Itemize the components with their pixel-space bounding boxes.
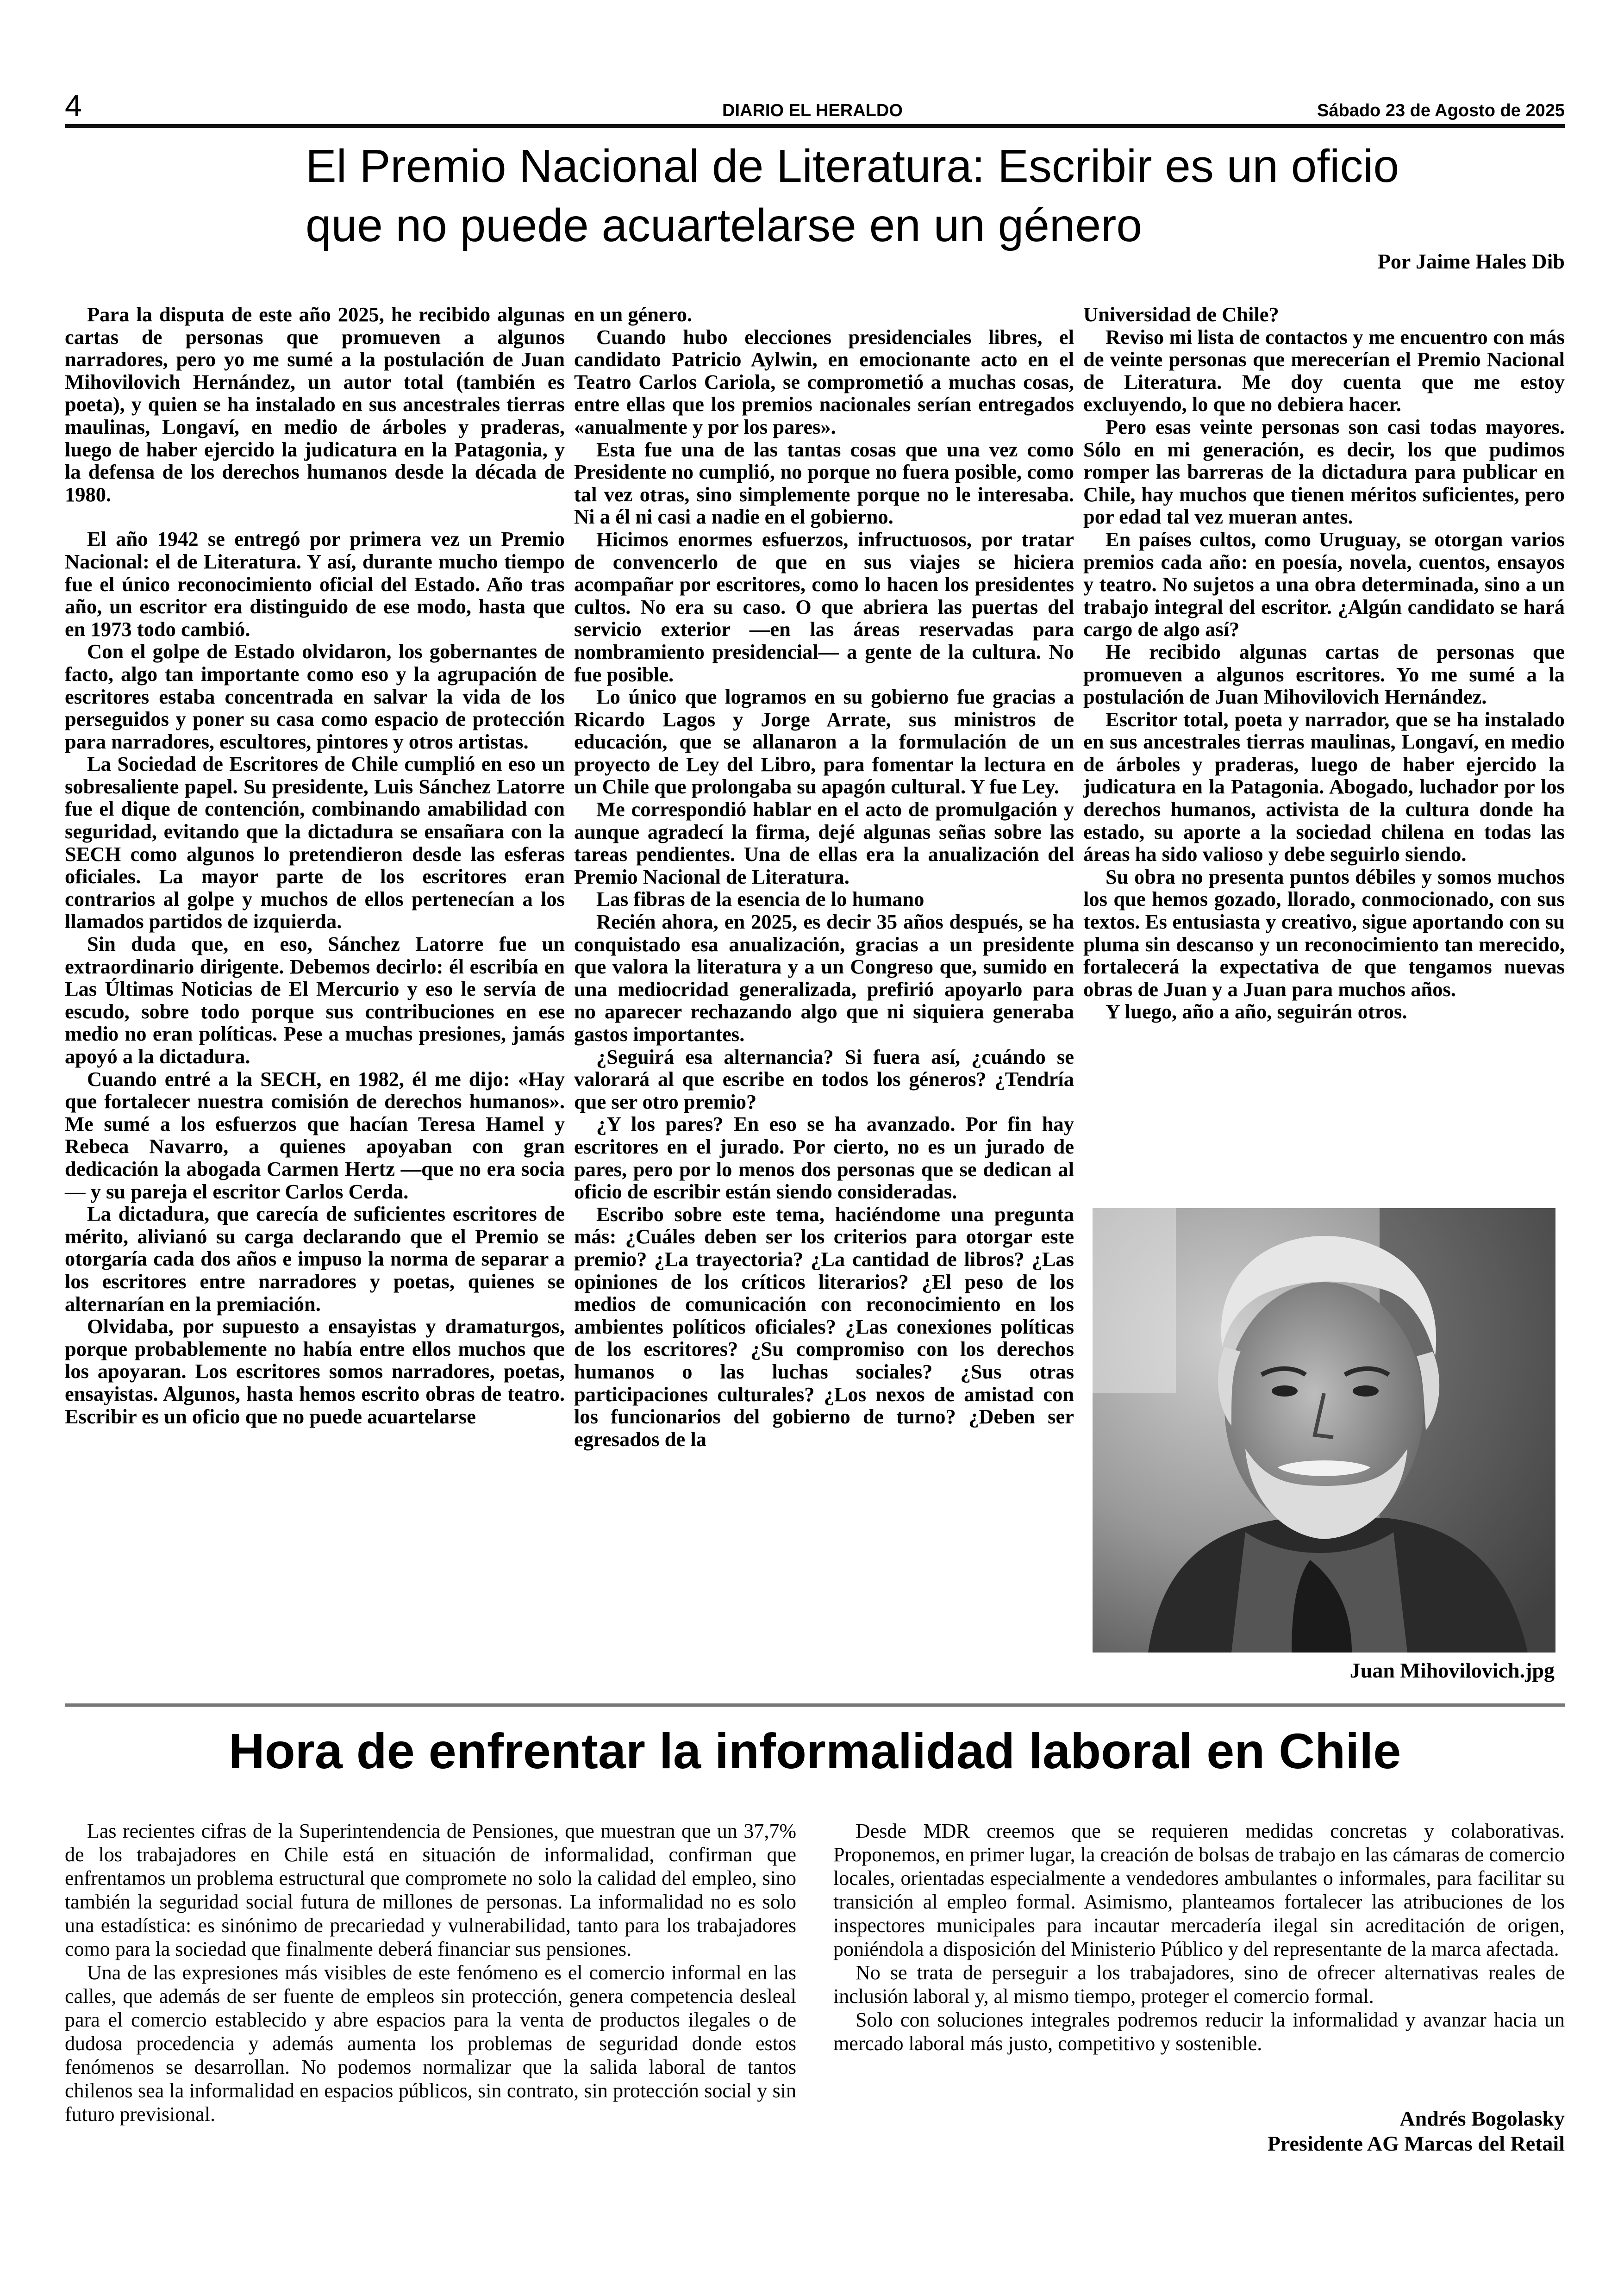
article-column-1 xyxy=(65,1819,796,2126)
author-photo xyxy=(1093,1208,1555,1653)
paragraph: Para la disputa de este año 2025, he recibido algunas cartas de personas que promueven a algunos narradores, pero yo me sumé a la postulación de Juan Mihovilovich Hernández, un autor total (también es poeta), y quien se ha instalado en sus ancestrales tierras maulinas, Longaví, en medio de árboles y praderas, luego de haber ejercido la judicatura en la Patagonia, y la defensa de los derechos humanos desde la década de 1980. xyxy=(65,303,565,506)
signature-name: Andrés Bogolasky xyxy=(1399,2107,1565,2130)
paragraph: Cuando entré a la SECH, en 1982, él me dijo: «Hay que fortalecer nuestra comisión de derechos humanos». Me sumé a los esfuerzos que hacían Teresa Hamel y Rebeca Navarro, a quienes apoyaban con gran dedicación la abogada Carmen Hertz —que no era socia— y su pareja el escritor Carlos Cerda. xyxy=(65,1067,565,1203)
article-column-1 xyxy=(65,303,565,1428)
paragraph: He recibido algunas cartas de personas que promueven a algunos escritores. Yo me sumé a la postulación de Juan Mihovilovich Hernández. xyxy=(1083,640,1565,709)
article-column-2 xyxy=(574,303,1074,1450)
paragraph: En países cultos, como Uruguay, se otorgan varios premios cada año: en poesía, novela, cuentos, ensayos y teatro. No sujetos a una obra determinada, sino a un trabajo integral del escritor. ¿Algún candidato se hará cargo de algo así? xyxy=(1083,527,1565,641)
page-number: 4 xyxy=(65,88,82,123)
paragraph: Hicimos enormes esfuerzos, infructuosos, por tratar de convencerlo de que en sus viajes se hiciera acompañar por escritores, como lo hacen los presidentes cultos. No era su caso. O que abriera las puertas del servicio exterior —en las áreas reservadas para nombramiento presidencial— a gente de la cultura. No fue posible. xyxy=(574,527,1074,686)
paragraph: Olvidaba, por supuesto a ensayistas y dramaturgos, porque probablemente no había entre ellos muchos que los apoyaran. Los escritores somos narradores, poetas, ensayistas. Algunos, hasta hemos escrito obras de teatro. Escribir es un oficio que no puede acuartelarse xyxy=(65,1315,565,1428)
paragraph: Sin duda que, en eso, Sánchez Latorre fue un extraordinario dirigente. Debemos decirlo: él escribía en Las Últimas Noticias de El Mercurio y eso le servía de escudo, sobre todo porque sus contribuciones en ese medio no eran políticas. Pese a muchas presiones, jamás apoyó a la dictadura. xyxy=(65,932,565,1068)
subheading: Las fibras de la esencia de lo humano xyxy=(596,887,924,911)
section-divider xyxy=(65,1703,1565,1707)
article-title: El Premio Nacional de Literatura: Escribir es un oficio que no puede acuartelarse en un género xyxy=(306,140,1399,251)
paragraph: El año 1942 se entregó por primera vez un Premio Nacional: el de Literatura. Y así, durante mucho tiempo fue el único reconocimiento oficial del Estado. Año tras año, un escritor era distinguido de ese modo, hasta que en 1973 todo cambió. xyxy=(65,527,565,641)
paragraph: La dictadura, que carecía de suficientes escritores de mérito, alivianó su carga declarando que el Premio se otorgaría cada dos años e impuso la norma de separar a los escritores entre narradores y poetas, quienes se alternarían en la premiación. xyxy=(65,1202,565,1316)
paragraph: Cuando hubo elecciones presidenciales libres, el candidato Patricio Aylwin, en emocionante acto en el Teatro Carlos Cariola, se comprometió a muchas cosas, entre ellas que los premios nacionales serían entregados «anualmente y por los pares». xyxy=(574,325,1074,438)
paragraph: Desde MDR creemos que se requieren medidas concretas y colaborativas. Proponemos, en primer lugar, la creación de bolsas de trabajo en las cámaras de comercio locales, orientadas especialmente a vendedores ambulantes o informales, para facilitar su transición al empleo formal. Asimismo, planteamos fortalecer las atribuciones de los inspectores municipales para incautar mercadería ilegal sin acreditación de origen, poniéndola a disposición del Ministerio Público y del representante de la marca afectada. xyxy=(833,1820,1565,1960)
paragraph: Una de las expresiones más visibles de este fenómeno es el comercio informal en las calles, que además de ser fuente de empleos sin protección, genera competencia desleal para el comercio establecido y abre espacios para la venta de productos ilegales o de dudosa procedencia y además aumenta los problemas de seguridad donde estos fenómenos se desarrollan. No podemos normalizar que la salida laboral de tantos chilenos sea la informalidad en espacios públicos, sin contrato, sin protección social y sin futuro previsional. xyxy=(65,1961,796,2126)
paragraph: Lo único que logramos en su gobierno fue gracias a Ricardo Lagos y Jorge Arrate, sus ministros de educación, que se allanaron a la formulación de un proyecto de Ley del Libro, para fomentar la lectura en un Chile que prolongaba su apagón cultural. Y fue Ley. xyxy=(574,685,1074,798)
newspaper-name: DIARIO EL HERALDO xyxy=(722,101,903,120)
issue-date: Sábado 23 de Agosto de 2025 xyxy=(1317,101,1565,120)
paragraph: Recién ahora, en 2025, es decir 35 años después, se ha conquistado esa anualización, gracias a un presidente que valora la literatura y a un Congreso que, sumido en una mediocridad generalizada, prefirió apoyarlo para no aparecer rechazando algo que ni siquiera generaba gastos importantes. xyxy=(574,910,1074,1046)
paragraph: No se trata de perseguir a los trabajadores, sino de ofrecer alternativas reales de inclusión laboral y, al mismo tiempo, proteger el comercio formal. xyxy=(833,1961,1565,2008)
paragraph: Pero esas veinte personas son casi todas mayores. Sólo en mi generación, es decir, los que pudimos romper las barreras de la dictadura para publicar en Chile, hay muchos que tienen méritos suficientes, pero por edad tal vez mueran antes. xyxy=(1083,415,1565,529)
photo-caption: Juan Mihovilovich.jpg xyxy=(1349,1659,1555,1682)
paragraph: Universidad de Chile? xyxy=(1083,303,1279,326)
article-column-2 xyxy=(833,1819,1565,2055)
portrait-photo-image xyxy=(1093,1208,1555,1653)
paragraph: Las recientes cifras de la Superintendencia de Pensiones, que muestran que un 37,7% de los trabajadores en Chile está en situación de informalidad, confirman que enfrentamos un problema estructural que compromete no solo la calidad del empleo, sino también la seguridad social futura de millones de personas. La informalidad no es solo una estadística: es sinónimo de precariedad y vulnerabilidad, tanto para los trabajadores como para la sociedad que finalmente deberá financiar sus pensiones. xyxy=(65,1820,796,1960)
paragraph: ¿Seguirá esa alternancia? Si fuera así, ¿cuándo se valorará al que escribe en todos los géneros? ¿Tendría que ser otro premio? xyxy=(574,1045,1074,1113)
header-rule xyxy=(65,124,1565,128)
paragraph: Escribo sobre este tema, haciéndome una pregunta más: ¿Cuáles deben ser los criterios para otorgar este premio? ¿La trayectoria? ¿La cantidad de libros? ¿Las opiniones de los críticos literarios? ¿El peso de los medios de comunicación con reconocimiento en los ambientes políticos oficiales? ¿Las conexiones políticas de los escritores? ¿Su compromiso con los derechos humanos o las luchas sociales? ¿Sus otras participaciones culturales? ¿Los nexos de amistad con los funcionarios del gobierno de turno? ¿Deben ser egresados de la xyxy=(574,1202,1074,1451)
paragraph: Esta fue una de las tantas cosas que una vez como Presidente no cumplió, no porque no fuera posible, como tal vez otras, sino simplemente porque no le interesaba. Ni a él ni casi a nadie en el gobierno. xyxy=(574,437,1074,529)
paragraph: Y luego, año a año, seguirán otros. xyxy=(1106,1000,1407,1023)
paragraph: Escritor total, poeta y narrador, que se ha instalado en sus ancestrales tierras maulinas, Longaví, en medio de árboles y praderas, luego de haber ejercido la judicatura en la Patagonia. Abogado, luchador por los derechos humanos, activista de la cultura donde ha estado, su aporte a la sociedad chilena en todas las áreas ha sido valioso y debe seguirlo siendo. xyxy=(1083,707,1565,866)
paragraph: Reviso mi lista de contactos y me encuentro con más de veinte personas que merecerían el Premio Nacional de Literatura. Me doy cuenta que me estoy excluyendo, lo que no debiera hacer. xyxy=(1083,325,1565,416)
paragraph: ¿Y los pares? En eso se ha avanzado. Por fin hay escritores en el jurado. Por cierto, no es un jurado de pares, pero por lo menos dos personas que se dedican al oficio de escribir están siendo consideradas. xyxy=(574,1112,1074,1204)
article-column-3 xyxy=(1083,303,1565,1023)
paragraph: Su obra no presenta puntos débiles y somos muchos los que hemos gozado, llorado, conmocionado, con sus textos. Es entusiasta y creativo, sigue aportando con su pluma sin descanso y un reconocimiento tan merecido, fortalecerá la expectativa de que tengamos nuevas obras de Juan y a Juan para muchos años. xyxy=(1083,865,1565,1001)
article-title: Hora de enfrentar la informalidad laboral en Chile xyxy=(228,1723,1401,1779)
paragraph: Me correspondió hablar en el acto de promulgación y aunque agradecí la firma, dejé algunas señas sobre las tareas pendientes. Una de ellas era la anualización del Premio Nacional de Literatura. xyxy=(574,798,1074,888)
article-byline: Por Jaime Hales Dib xyxy=(1377,249,1565,273)
signature-role: Presidente AG Marcas del Retail xyxy=(1267,2132,1565,2155)
page-header xyxy=(65,88,1565,125)
paragraph: La Sociedad de Escritores de Chile cumplió en eso un sobresaliente papel. Su presidente, Luis Sánchez Latorre fue el dique de contención, combinando amabilidad con seguridad, evitando que la dictadura se ensañara con la SECH como algunos lo pretendieron desde las esferas oficiales. La mayor parte de los escritores eran contrarios al golpe y muchos de ellos pertenecían a los llamados partidos de izquierda. xyxy=(65,752,565,933)
paragraph: Solo con soluciones integrales podremos reducir la informalidad y avanzar hacia un mercado laboral más justo, competitivo y sostenible. xyxy=(833,2008,1565,2055)
paragraph: Con el golpe de Estado olvidaron, los gobernantes de facto, algo tan importante como eso y la agrupación de escritores estaba concentrada en salvar la vida de los perseguidos y poner su casa como espacio de protección para narradores, escultores, pintores y otros artistas. xyxy=(65,640,565,753)
paragraph: en un género. xyxy=(574,303,693,326)
